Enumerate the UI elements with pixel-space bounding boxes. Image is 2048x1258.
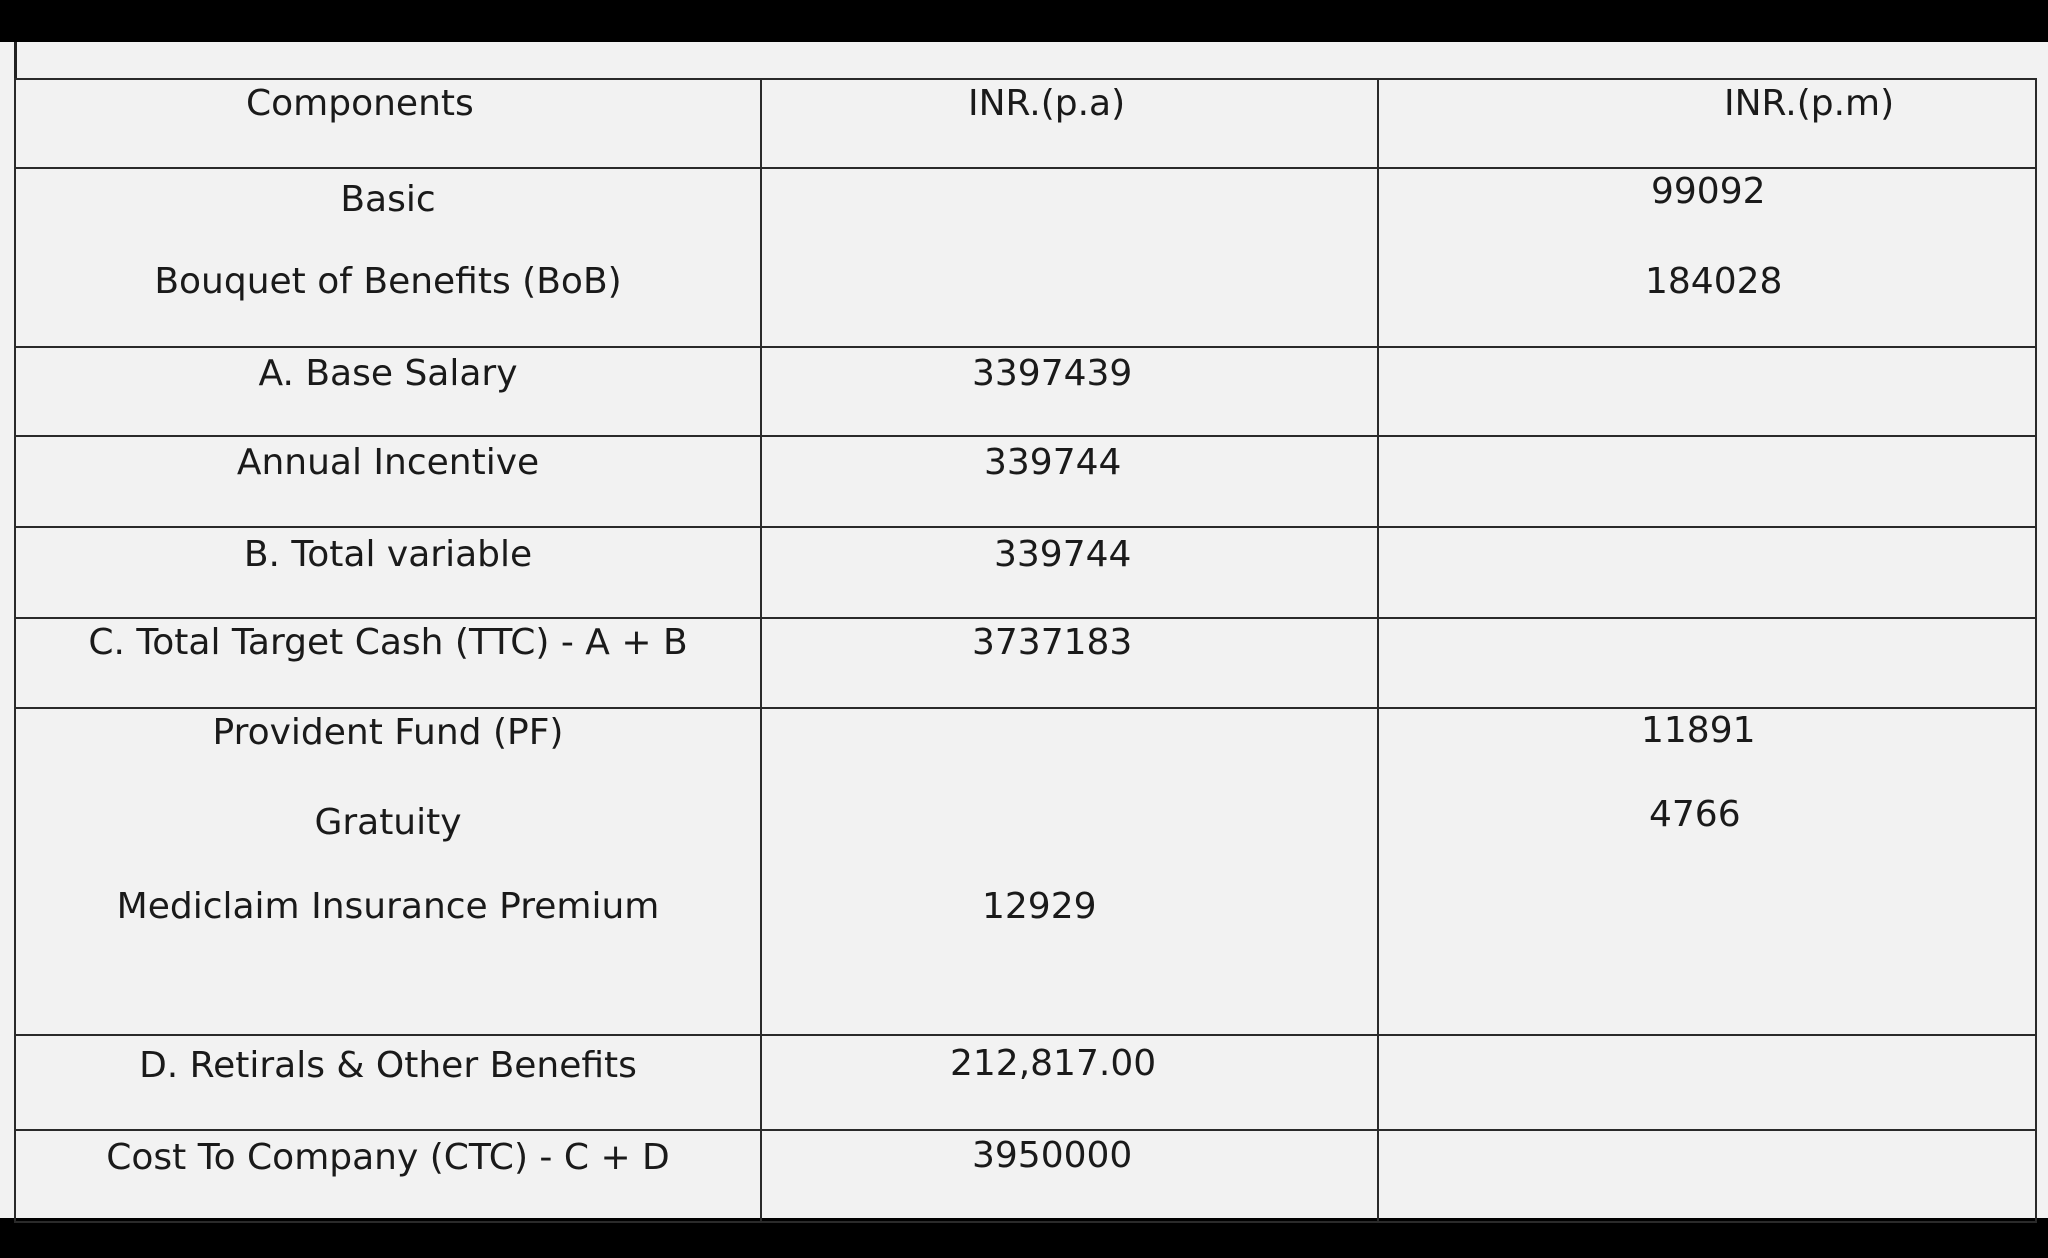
pa-cell xyxy=(761,347,1378,436)
row-label-bob: Bouquet of Benefits (BoB) xyxy=(154,261,622,302)
component-cell xyxy=(15,527,761,618)
component-cell xyxy=(15,436,761,527)
pa-cell xyxy=(761,436,1378,527)
value-gratuity-pm: 4766 xyxy=(1649,794,1741,835)
table-row xyxy=(15,1130,2036,1222)
value-mediclaim-pa: 12929 xyxy=(982,886,1097,927)
component-cell xyxy=(15,708,761,1035)
row-label-annual-incentive: Annual Incentive xyxy=(236,442,540,483)
table-row xyxy=(15,708,2036,1035)
header-cell-pa xyxy=(761,79,1378,168)
table-row xyxy=(15,527,2036,618)
document-page xyxy=(0,42,2048,1218)
value-ttc-pa: 3737183 xyxy=(972,622,1133,663)
pa-cell xyxy=(761,1130,1378,1222)
pm-cell xyxy=(1378,436,2036,527)
row-label-retirals: D. Retirals & Other Benefits xyxy=(139,1045,637,1086)
component-cell xyxy=(15,1035,761,1130)
pm-cell xyxy=(1378,168,2036,347)
page-top-strip xyxy=(14,42,2048,78)
ctc-breakdown-table xyxy=(14,78,2037,1223)
row-label-mediclaim: Mediclaim Insurance Premium xyxy=(116,886,660,927)
value-pf-pm: 11891 xyxy=(1641,710,1756,751)
row-label-basic: Basic xyxy=(340,179,436,220)
row-label-ctc: Cost To Company (CTC) - C + D xyxy=(106,1137,670,1178)
row-label-total-variable: B. Total variable xyxy=(243,534,533,575)
table-row xyxy=(15,618,2036,708)
header-inr-pm: INR.(p.m) xyxy=(1724,83,1895,124)
component-cell xyxy=(15,1130,761,1222)
value-total-variable-pa: 339744 xyxy=(994,534,1132,575)
pm-cell xyxy=(1378,527,2036,618)
pm-cell xyxy=(1378,1130,2036,1222)
row-label-gratuity: Gratuity xyxy=(314,802,462,843)
value-ctc-pa: 3950000 xyxy=(972,1135,1133,1176)
component-cell xyxy=(15,168,761,347)
table-row xyxy=(15,1035,2036,1130)
header-cell-pm xyxy=(1378,79,2036,168)
pm-cell xyxy=(1378,1035,2036,1130)
header-components: Components xyxy=(246,83,474,124)
pm-cell xyxy=(1378,347,2036,436)
header-cell-components xyxy=(15,79,761,168)
row-label-pf: Provident Fund (PF) xyxy=(212,712,564,753)
value-bob-pm: 184028 xyxy=(1645,261,1783,302)
row-label-ttc: C. Total Target Cash (TTC) - A + B xyxy=(88,622,688,663)
pm-cell xyxy=(1378,708,2036,1035)
value-base-salary-pa: 3397439 xyxy=(972,353,1133,394)
pa-cell xyxy=(761,168,1378,347)
pa-cell xyxy=(761,708,1378,1035)
table-row xyxy=(15,436,2036,527)
component-cell xyxy=(15,347,761,436)
table-header-row xyxy=(15,79,2036,168)
pa-cell xyxy=(761,527,1378,618)
component-cell xyxy=(15,618,761,708)
header-inr-pa: INR.(p.a) xyxy=(968,83,1126,124)
table-row xyxy=(15,347,2036,436)
value-basic-pm: 99092 xyxy=(1651,171,1766,212)
value-retirals-pa: 212,817.00 xyxy=(950,1043,1157,1084)
pa-cell xyxy=(761,618,1378,708)
pm-cell xyxy=(1378,618,2036,708)
row-label-base-salary: A. Base Salary xyxy=(258,353,518,394)
table-row xyxy=(15,168,2036,347)
value-annual-incentive-pa: 339744 xyxy=(984,442,1122,483)
pa-cell xyxy=(761,1035,1378,1130)
